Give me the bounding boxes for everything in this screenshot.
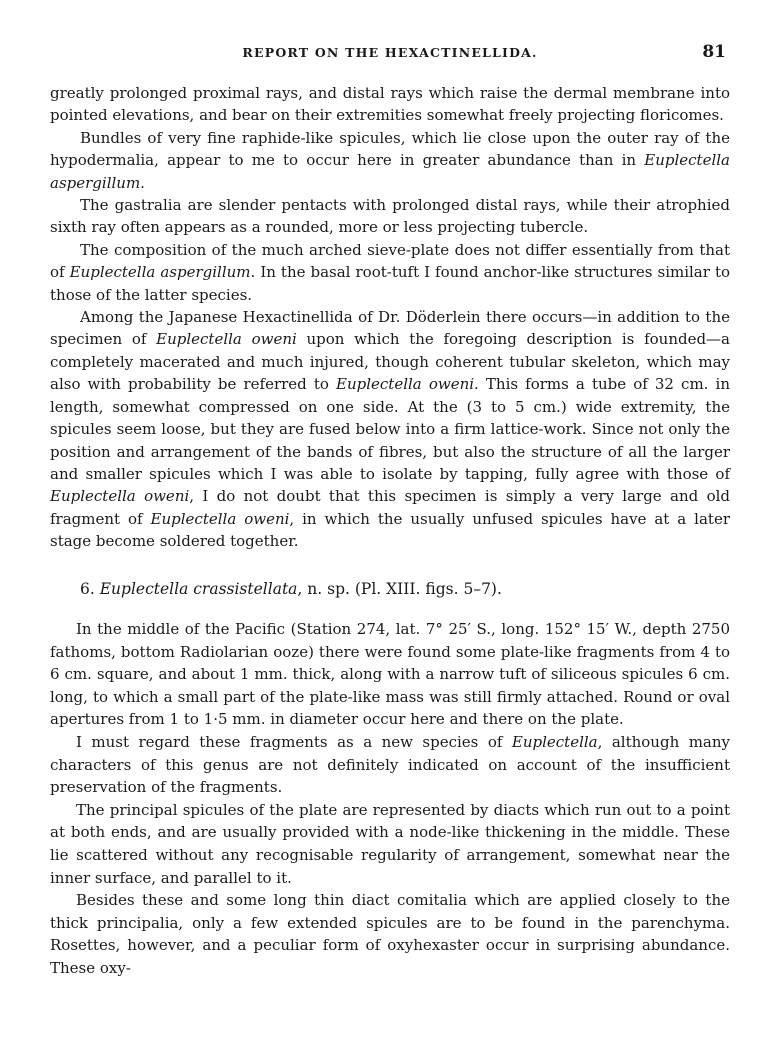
running-head: REPORT ON THE HEXACTINELLIDA.	[242, 45, 538, 60]
italic-run: Euplectella oweni	[50, 487, 190, 506]
paragraph	[50, 82, 730, 127]
italic-run: Euplectella	[511, 732, 598, 751]
text-run: .	[140, 173, 145, 192]
paragraph	[50, 127, 730, 194]
paragraph	[50, 731, 730, 799]
text-run: . In the basal root-tuft I found anchor-like structures similar to those of the latter species.	[50, 263, 731, 304]
text-run: Besides these and some long thin diact comitalia which are applied closely to the thick principalia, only a few extended spicules are to be found in the parenchyma. Rosettes, however, and a peculiar form of oxyhexaster occur in surprising abundance. These oxy-	[50, 891, 730, 977]
italic-run: Euplectella oweni	[336, 375, 475, 394]
section-heading-species: Euplectella crassistellata	[99, 580, 298, 598]
text-run: I must regard these fragments as a new species of	[76, 732, 512, 751]
page-number: 81	[702, 42, 726, 62]
paragraph	[50, 239, 730, 306]
italic-run: Euplectella oweni	[150, 509, 290, 528]
section-heading	[80, 580, 502, 598]
italic-run: Euplectella aspergillum	[50, 151, 730, 192]
text-run: , I do not doubt that this specimen is simply a very large and old fragment of	[50, 487, 730, 528]
text-run: Among the Japanese Hexactinellida of Dr. Döderlein there occurs—in addition to the specimen of	[50, 308, 730, 349]
text-run: Bundles of very fine raphide-like spicules, which lie close upon the outer ray of the hypodermalia, appear to me to occur here in greater abundance than in	[50, 128, 730, 170]
italic-run: Euplectella aspergillum	[69, 263, 251, 282]
section-heading-suffix: , n. sp. (Pl. XIII. figs. 5–7).	[297, 580, 502, 598]
paragraph	[50, 799, 730, 889]
text-run: upon which the foregoing description is founded—a completely macerated and much injured, though coherent tubular skeleton, which may also with probability be referred to	[50, 330, 730, 394]
text-run: In the middle of the Pacific (Station 274, lat. 7° 25′ S., long. 152° 15′ W., depth 2750 fathoms, bottom Radiolarian ooze) there were found some plate-like fragments from 4 to 6 cm. square, and about 1 mm. thick, along with a narrow tuft of siliceous spicules 6 cm. long, to which a small part of the plate-like mass was still firmly attached. Round or oval apertures from 1 to 1·5 mm. in diameter occur here and there on the plate.	[50, 620, 730, 729]
paragraph	[50, 306, 730, 552]
body-text	[50, 82, 730, 553]
section-body	[50, 618, 730, 980]
text-run: The composition of the much arched sieve-plate does not differ essentially from that of	[50, 240, 730, 282]
paragraph	[50, 618, 730, 731]
page-header	[50, 42, 730, 66]
section-heading-prefix: 6.	[80, 580, 100, 598]
text-run: , although many characters of this genus are not definitely indicated on account of the insufficient preservation of the fragments.	[50, 732, 730, 797]
text-run: The gastralia are slender pentacts with prolonged distal rays, while their atrophied sixth ray often appears as a rounded, more or less projecting tubercle.	[50, 196, 730, 237]
text-run: The principal spicules of the plate are represented by diacts which run out to a point at both ends, and are usually provided with a node-like thickening in the middle. These lie scattered without any recognisable regularity of arrangement, somewhat near the inner surface, and parallel to it.	[50, 800, 730, 887]
paragraph	[50, 194, 730, 239]
paragraph	[50, 889, 730, 979]
italic-run: Euplectella oweni	[156, 330, 297, 349]
text-run: greatly prolonged proximal rays, and distal rays which raise the dermal membrane into pointed elevations, and bear on their extremities somewhat freely projecting floricomes.	[50, 84, 730, 125]
text-run: , in which the usually unfused spicules have at a later stage become soldered together.	[50, 509, 730, 551]
text-run: . This forms a tube of 32 cm. in length, somewhat compressed on one side. At the (3 to 5 cm.) wide extremity, the spicules seem loose, but they are fused below into a firm lattice-work. Since not only the position and arrangement of the bands of fibres, but also the structure of all the larger and smaller spicules which I was able to isolate by tapping, fully agree with those of	[50, 375, 730, 483]
